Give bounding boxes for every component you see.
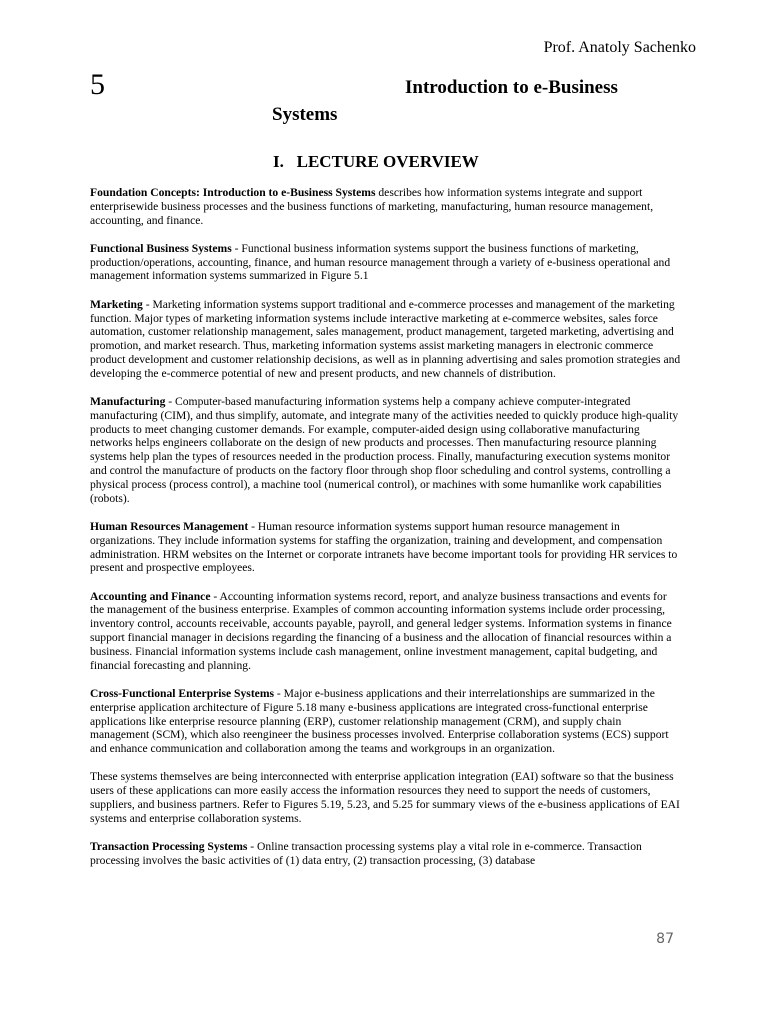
paragraph-text: - Accounting information systems record, report, and analyze business transactions and events for the management of the business enterprise. Examples of common accounting information systems include order processing, inventory control, accounts receivable, accounts payable, payroll, and general ledger systems. Information systems in finance support financial manager in decisions regarding the financing of a business and the allocation of financial resources within a business. Financial information systems include cash management, online investment management, capital budgeting, and financial forecasting and planning. (90, 589, 672, 672)
paragraph-text: - Marketing information systems support traditional and e-commerce processes and management of the marketing function. Major types of marketing information systems include interactive marketing at e-commerce websites, sales force automation, customer relationship management, sales management, product management, targeted marketing, advertising and promotion, and market research. Thus, marketing information systems assist marketing managers in electronic commerce product development and customer relationship decisions, as well as in planning advertising and sales promotion strategies and developing the e-commerce potential of new and present products, and new channels of distribution. (90, 297, 681, 380)
paragraph-text: - Functional business information systems support the business functions of marketing, production/operations, accounting, finance, and human resource management through a variety of e-business operational and management information systems summarized in Figure 5.1 (90, 241, 671, 283)
paragraph-text: These systems themselves are being interconnected with enterprise application integration (EAI) software so that the business users of these applications can more easily access the information resources they need to support the needs of customers, suppliers, and business partners. Refer to Figures 5.19, 5.23, and 5.25 for summary views of the e-business applications of EAI systems and enterprise collaboration systems. (90, 770, 680, 825)
chapter-title-line1: Introduction to e-Business (405, 77, 618, 98)
chapter-title-line2: Systems (272, 104, 338, 125)
chapter-number: 5 (90, 68, 105, 101)
paragraph-text: - Online transaction processing systems play a vital role in e-commerce. Transaction processing involves the basic activities of (1) data entry, (2) transaction processing, (3) database (90, 840, 642, 867)
paragraph (90, 840, 682, 868)
paragraph-text: describes how information systems integrate and support enterprisewide business processes and the business functions of marketing, manufacturing, human resource management, accounting, and finance. (90, 186, 654, 227)
paragraph (90, 298, 682, 381)
paragraph-text: - Computer-based manufacturing information systems help a company achieve computer-integrated manufacturing (CIM), and thus simplify, automate, and integrate many of the activities needed to quickly produce high-quality products to meet changing customer demands. For example, computer-aided design using collaborative manufacturing networks helps engineers collaborate on the design of new products and processes. Then manufacturing resource planning systems help plan the types of resources needed in the production process. Finally, manufacturing execution systems monitor and control the manufacture of products on the factory floor through shop floor scheduling and control systems, controlling a physical process (process control), a machine tool (numerical control), or machines with some humanlike work capabilities (robots). (90, 395, 679, 505)
paragraph (90, 590, 682, 673)
paragraph-heading: Marketing (90, 297, 143, 311)
paragraph (90, 520, 682, 575)
page-number: 87 (656, 931, 674, 947)
paragraph-heading: Functional Business Systems (90, 241, 232, 255)
paragraph (90, 186, 682, 227)
paragraph-heading: Cross-Functional Enterprise Systems (90, 686, 274, 700)
paragraph (90, 687, 682, 756)
paragraph (90, 770, 682, 825)
author-name: Prof. Anatoly Sachenko (543, 39, 696, 56)
document-body (90, 186, 682, 882)
paragraph-text: - Human resource information systems support human resource management in organizations. They include information systems for staffing the organization, training and development, and compensation administration. HRM websites on the Internet or corporate intranets have become important tools for providing HR services to present and prospective employees. (90, 519, 678, 575)
paragraph (90, 242, 682, 283)
paragraph (90, 395, 682, 505)
paragraph-heading: Foundation Concepts: Introduction to e-Business Systems (90, 186, 376, 199)
paragraph-text: - Major e-business applications and their interrelationships are summarized in the enterprise application architecture of Figure 5.18 many e-business applications are integrated cross-functional enterprise applications like enterprise resource planning (ERP), customer relationship management (CRM), and supply chain management (SCM), which also reengineer the business processes involved. Enterprise collaboration systems (ECS) support and enhance communication and collaboration among the teams and workgroups in an organization. (90, 686, 669, 756)
paragraph-heading: Accounting and Finance (90, 589, 211, 603)
section-heading: I. LECTURE OVERVIEW (273, 152, 479, 171)
paragraph-heading: Transaction Processing Systems (90, 840, 248, 854)
paragraph-heading: Manufacturing (90, 395, 166, 409)
paragraph-heading: Human Resources Management (90, 519, 249, 533)
